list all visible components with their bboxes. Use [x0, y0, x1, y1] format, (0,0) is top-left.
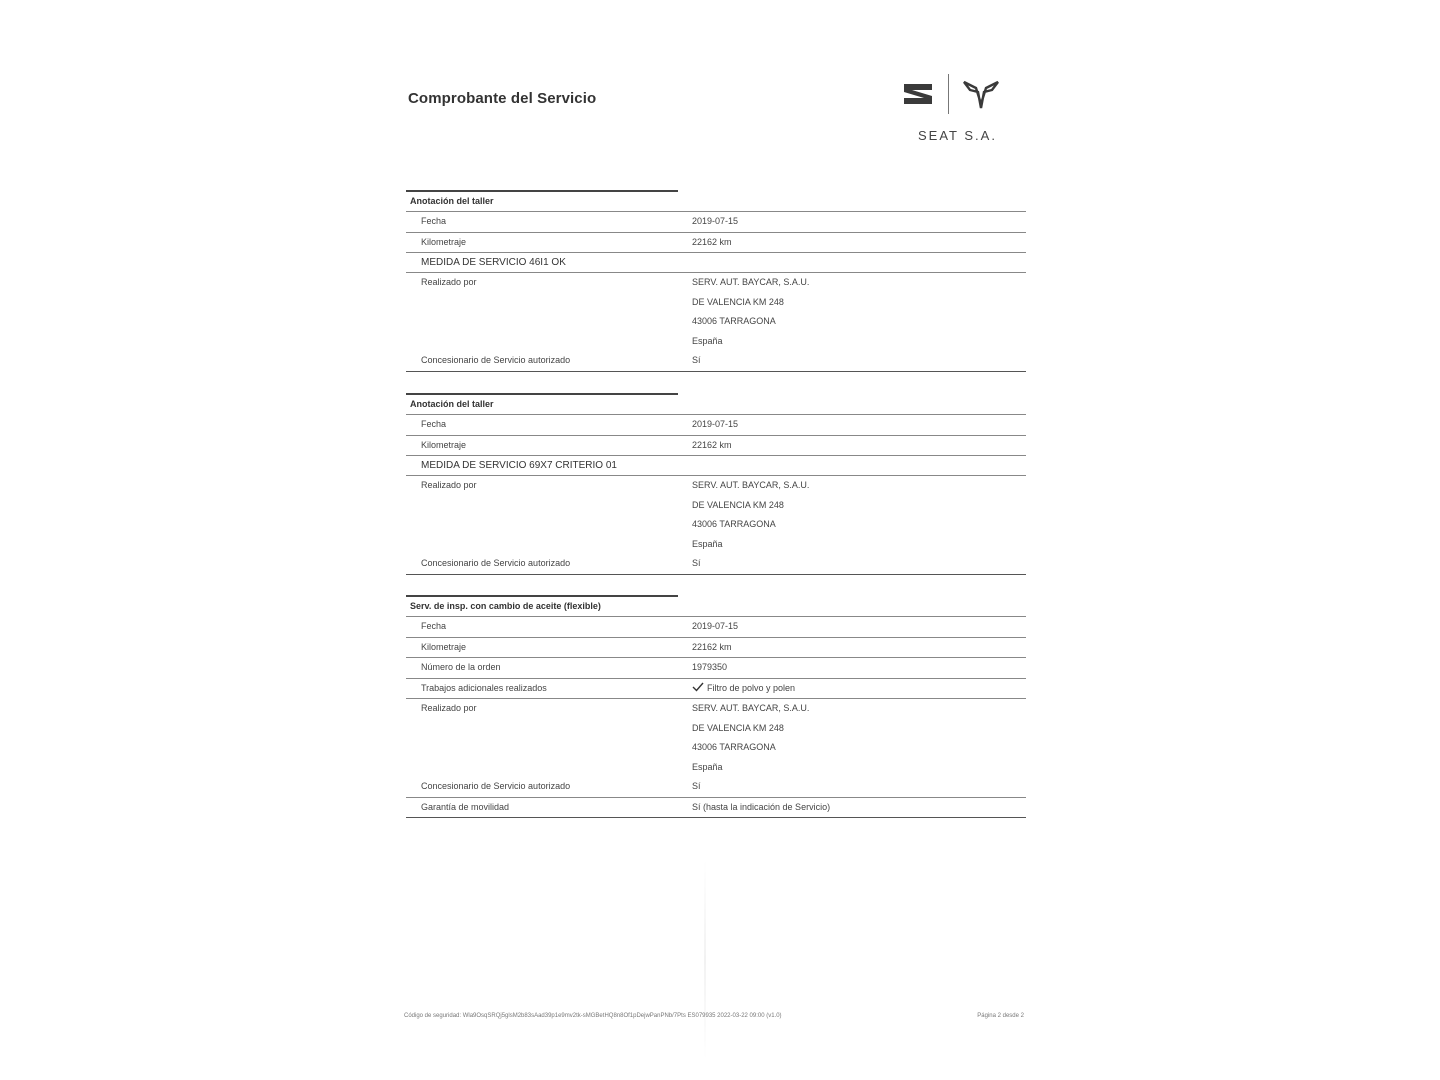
address-line: España	[692, 335, 723, 346]
section-workshop-note-2	[406, 393, 1026, 575]
address-line: DE VALENCIA KM 248	[692, 296, 784, 307]
row-kilometraje	[406, 638, 1026, 659]
row-medida	[406, 253, 1026, 273]
row-garantia	[406, 798, 1026, 819]
label-realizado: Realizado por	[421, 703, 477, 713]
page-title: Comprobante del Servicio	[408, 90, 597, 107]
address-line: DE VALENCIA KM 248	[692, 499, 784, 510]
label-kilometraje: Kilometraje	[421, 236, 467, 247]
row-kilometraje	[406, 233, 1026, 254]
row-trabajos	[406, 679, 1026, 700]
value-medida: MEDIDA DE SERVICIO 69X7 CRITERIO 01	[421, 460, 617, 471]
value-kilometraje: 22162 km	[692, 439, 732, 450]
section-workshop-note-1	[406, 190, 1026, 372]
address-block	[678, 273, 1026, 351]
row-concesionario	[406, 777, 1026, 798]
address-line: España	[692, 538, 723, 549]
row-fecha	[406, 415, 1026, 436]
address-line: SERV. AUT. BAYCAR, S.A.U.	[692, 703, 810, 713]
address-line: 43006 TARRAGONA	[692, 519, 776, 529]
address-block	[678, 699, 1026, 777]
security-code: Código de seguridad: Wla9OsqSRQj5glsM2b83sAad39p1e9mv2tk-sMGBetHQ8n8Of1pDejwPanPNb/7Pts ES079935 2022-03-22 09:00 (v1.0)	[404, 1013, 782, 1019]
scan-artifact	[704, 860, 706, 1060]
value-concesionario: Sí	[692, 781, 701, 791]
section-title: Serv. de insp. con cambio de aceite (flexible)	[406, 597, 1026, 617]
value-fecha: 2019-07-15	[692, 216, 739, 226]
value-orden: 1979350	[692, 662, 728, 672]
checkmark-icon	[692, 682, 704, 692]
address-line: SERV. AUT. BAYCAR, S.A.U.	[692, 480, 810, 490]
label-realizado: Realizado por	[421, 480, 477, 490]
value-kilometraje: 22162 km	[692, 641, 732, 652]
address-line: España	[692, 761, 723, 772]
section-oil-inspection	[406, 595, 1026, 818]
row-realizado	[406, 699, 1026, 777]
address-line: 43006 TARRAGONA	[692, 316, 776, 326]
row-realizado	[406, 476, 1026, 554]
section-title: Anotación del taller	[406, 192, 1026, 212]
address-line: DE VALENCIA KM 248	[692, 722, 784, 733]
row-kilometraje	[406, 436, 1026, 457]
seat-logo-icon	[902, 78, 934, 110]
page-number: Página 2 desde 2	[977, 1013, 1024, 1019]
value-concesionario: Sí	[692, 355, 701, 365]
row-fecha	[406, 212, 1026, 233]
row-medida	[406, 456, 1026, 476]
label-fecha: Fecha	[421, 419, 447, 429]
value-fecha: 2019-07-15	[692, 621, 739, 631]
label-kilometraje: Kilometraje	[421, 439, 467, 450]
logo-divider	[948, 74, 949, 114]
cupra-logo-icon	[962, 78, 1000, 110]
row-concesionario	[406, 554, 1026, 575]
row-concesionario	[406, 351, 1026, 372]
section-title: Anotación del taller	[406, 395, 1026, 415]
value-concesionario: Sí	[692, 558, 701, 568]
value-trabajos: Filtro de polvo y polen	[707, 682, 796, 693]
row-realizado	[406, 273, 1026, 351]
label-orden: Número de la orden	[421, 662, 501, 672]
row-orden	[406, 658, 1026, 679]
address-line: SERV. AUT. BAYCAR, S.A.U.	[692, 277, 810, 287]
row-fecha	[406, 617, 1026, 638]
label-fecha: Fecha	[421, 621, 447, 631]
address-block	[678, 476, 1026, 554]
label-concesionario: Concesionario de Servicio autorizado	[421, 558, 571, 568]
value-garantia: Sí (hasta la indicación de Servicio)	[692, 801, 831, 812]
label-garantia: Garantía de movilidad	[421, 801, 510, 812]
value-fecha: 2019-07-15	[692, 419, 739, 429]
address-line: 43006 TARRAGONA	[692, 742, 776, 752]
label-fecha: Fecha	[421, 216, 447, 226]
label-trabajos: Trabajos adicionales realizados	[421, 682, 547, 693]
company-name: SEAT S.A.	[918, 128, 997, 143]
value-medida: MEDIDA DE SERVICIO 46I1 OK	[421, 257, 566, 268]
label-concesionario: Concesionario de Servicio autorizado	[421, 781, 571, 791]
value-kilometraje: 22162 km	[692, 236, 732, 247]
label-concesionario: Concesionario de Servicio autorizado	[421, 355, 571, 365]
label-realizado: Realizado por	[421, 277, 477, 287]
value-trabajos-wrap	[692, 679, 1026, 699]
label-kilometraje: Kilometraje	[421, 641, 467, 652]
